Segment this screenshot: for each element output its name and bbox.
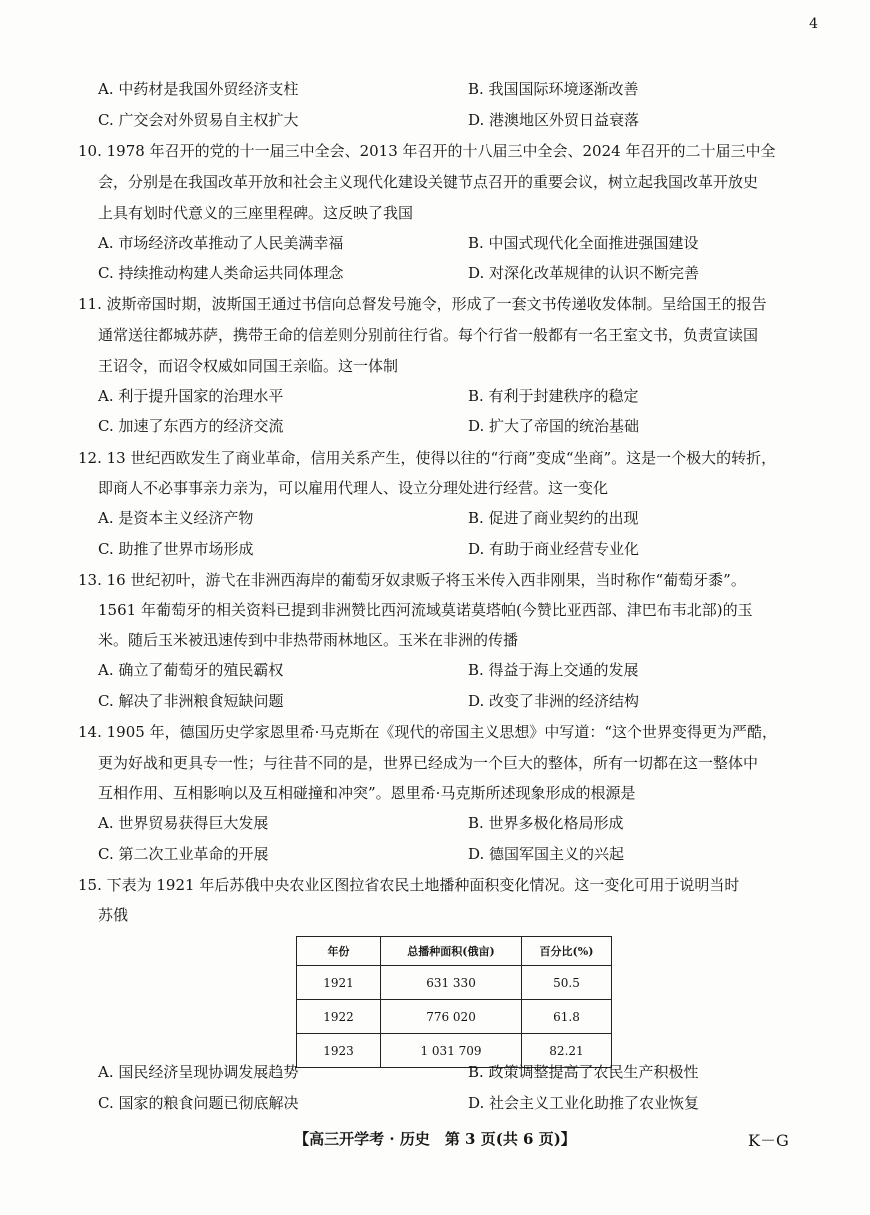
q9-option-a: A. 中药材是我国外贸经济支柱 xyxy=(98,80,299,98)
q15-data-table xyxy=(296,936,612,1068)
q10-stem-line: 上具有划时代意义的三座里程碑。这反映了我国 xyxy=(98,204,414,222)
q11-stem-line: 通常送往都城苏萨，携带王命的信差则分别前往行省。每个行省一般都有一名王室文书，负责宣读国 xyxy=(98,326,759,344)
q11-option-d: D. 扩大了帝国的统治基础 xyxy=(468,417,640,435)
q13-stem-line: 13. 16 世纪初叶，游弋在非洲西海岸的葡萄牙奴隶贩子将玉米传入西非刚果，当时称作“葡萄牙黍”。 xyxy=(78,571,746,589)
q12-stem-line: 12. 13 世纪西欧发生了商业革命，信用关系产生，使得以往的“行商”变成“坐商”。这是一个极大的转折， xyxy=(78,449,777,467)
table-header-percent: 百分比(%) xyxy=(521,937,611,966)
q13-stem-line: 米。随后玉米被迅速传到中非热带雨林地区。玉米在非洲的传播 xyxy=(98,631,519,649)
table-cell-percent: 50.5 xyxy=(521,966,611,1000)
q12-option-d: D. 有助于商业经营专业化 xyxy=(468,540,640,558)
q14-stem-line: 14. 1905 年，德国历史学家恩里希·马克斯在《现代的帝国主义思想》中写道：“这个世界变得更为严酷， xyxy=(78,723,778,741)
corner-mark: 4 xyxy=(809,16,818,32)
q12-stem-line: 即商人不必事事亲力亲为，可以雇用代理人、设立分理处进行经营。这一变化 xyxy=(98,479,609,497)
q12-option-a: A. 是资本主义经济产物 xyxy=(98,509,254,527)
q10-option-c: C. 持续推动构建人类命运共同体理念 xyxy=(98,264,344,282)
q13-option-a: A. 确立了葡萄牙的殖民霸权 xyxy=(98,661,284,679)
table-cell-percent: 61.8 xyxy=(521,1000,611,1034)
q10-option-d: D. 对深化改革规律的认识不断完善 xyxy=(468,264,700,282)
table-cell-year: 1922 xyxy=(297,1000,381,1034)
q15-option-b: B. 政策调整提高了农民生产积极性 xyxy=(468,1063,699,1081)
q15-stem-line: 15. 下表为 1921 年后苏俄中央农业区图拉省农民土地播种面积变化情况。这一变化可用于说明当时 xyxy=(78,876,740,894)
table-row xyxy=(297,966,612,1000)
q11-stem-line: 11. 波斯帝国时期，波斯国王通过书信向总督发号施令，形成了一套文书传递收发体制。呈给国王的报告 xyxy=(78,295,767,313)
q10-option-a: A. 市场经济改革推动了人民美满幸福 xyxy=(98,234,344,252)
page-footer: 【高三开学考 · 历史 第 3 页(共 6 页)】 xyxy=(294,1130,576,1148)
q15-option-a: A. 国民经济呈现协调发展趋势 xyxy=(98,1063,299,1081)
q14-option-a: A. 世界贸易获得巨大发展 xyxy=(98,814,269,832)
q14-stem-line: 更为好战和更具专一性；与往昔不同的是，世界已经成为一个巨大的整体，所有一切都在这一整体中 xyxy=(98,754,759,772)
table-row xyxy=(297,1000,612,1034)
q9-option-c: C. 广交会对外贸易自主权扩大 xyxy=(98,111,299,129)
q14-option-c: C. 第二次工业革命的开展 xyxy=(98,845,269,863)
q11-option-b: B. 有利于封建秩序的稳定 xyxy=(468,387,639,405)
q14-option-b: B. 世界多极化格局形成 xyxy=(468,814,624,832)
q9-option-d: D. 港澳地区外贸日益衰落 xyxy=(468,111,640,129)
q14-option-d: D. 德国军国主义的兴起 xyxy=(468,845,625,863)
table-cell-area: 1 031 709 xyxy=(381,1034,522,1068)
table-header-area: 总播种面积(俄亩) xyxy=(381,937,522,966)
q15-option-d: D. 社会主义工业化助推了农业恢复 xyxy=(468,1094,700,1112)
q12-option-c: C. 助推了世界市场形成 xyxy=(98,540,254,558)
q9-option-b: B. 我国国际环境逐渐改善 xyxy=(468,80,639,98)
q15-stem-line: 苏俄 xyxy=(98,906,129,924)
q10-stem-line: 10. 1978 年召开的党的十一届三中全会、2013 年召开的十八届三中全会、2024 年召开的二十届三中全 xyxy=(78,142,776,160)
q12-option-b: B. 促进了商业契约的出现 xyxy=(468,509,639,527)
q15-option-c: C. 国家的粮食问题已彻底解决 xyxy=(98,1094,299,1112)
q11-stem-line: 王诏令，而诏令权威如同国王亲临。这一体制 xyxy=(98,357,399,375)
q14-stem-line: 互相作用、互相影响以及互相碰撞和冲突”。恩里希·马克斯所述现象形成的根源是 xyxy=(98,784,636,802)
q13-option-b: B. 得益于海上交通的发展 xyxy=(468,661,639,679)
q11-option-c: C. 加速了东西方的经济交流 xyxy=(98,417,284,435)
q13-stem-line: 1561 年葡萄牙的相关资料已提到非洲赞比西河流域莫诺莫塔帕(今赞比亚西部、津巴布韦北部)的玉 xyxy=(98,601,753,619)
q10-option-b: B. 中国式现代化全面推进强国建设 xyxy=(468,234,699,252)
table-header-row xyxy=(297,937,612,966)
q10-stem-line: 会，分别是在我国改革开放和社会主义现代化建设关键节点召开的重要会议，树立起我国改革开放史 xyxy=(98,173,759,191)
table-cell-year: 1923 xyxy=(297,1034,381,1068)
table-cell-area: 631 330 xyxy=(381,966,522,1000)
q13-option-d: D. 改变了非洲的经济结构 xyxy=(468,692,640,710)
paper-code: K－G xyxy=(748,1131,789,1150)
q11-option-a: A. 利于提升国家的治理水平 xyxy=(98,387,284,405)
q13-option-c: C. 解决了非洲粮食短缺问题 xyxy=(98,692,284,710)
table-cell-year: 1921 xyxy=(297,966,381,1000)
table-cell-percent: 82.21 xyxy=(521,1034,611,1068)
table-header-year: 年份 xyxy=(297,937,381,966)
table-cell-area: 776 020 xyxy=(381,1000,522,1034)
